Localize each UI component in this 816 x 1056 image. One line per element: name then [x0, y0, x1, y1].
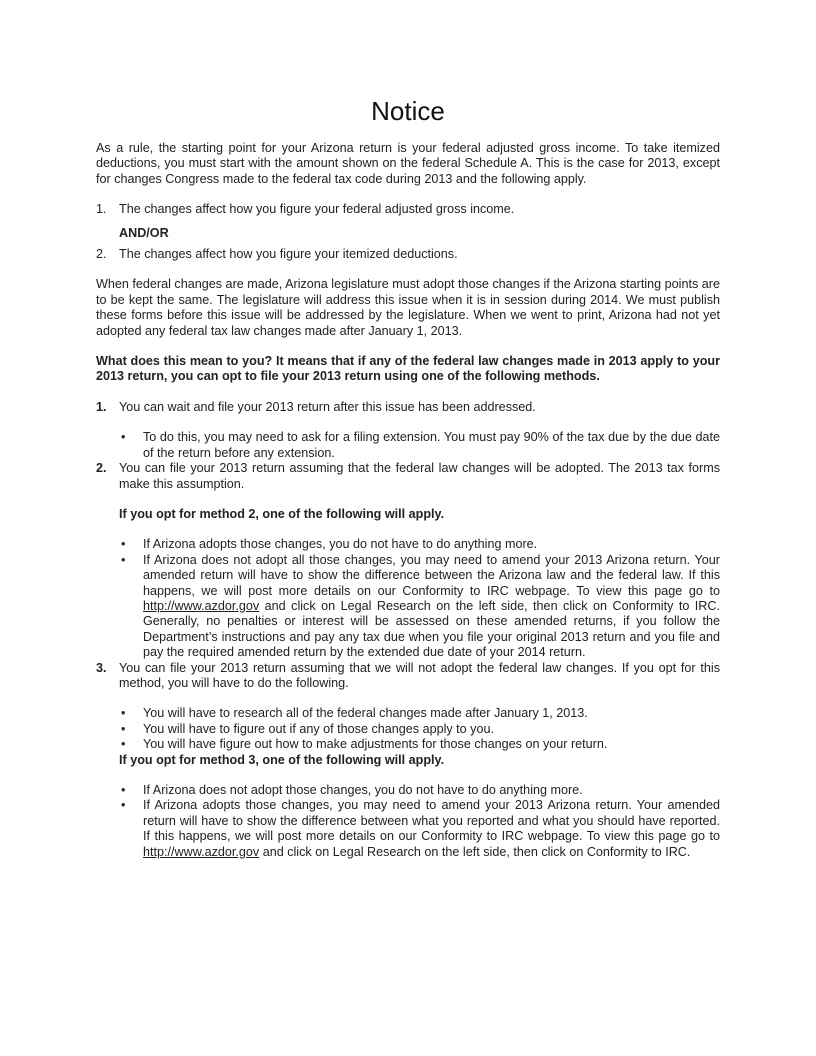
method-1-bullets: [119, 430, 720, 461]
condition-text: The changes affect how you figure your federal adjusted gross income.: [119, 202, 515, 217]
bullet-text-part: If Arizona does not adopt all those changes, you may need to amend your 2013 Arizona return. Your amended return will have to show the difference between the Arizona law and the federal law. If this happens, we will post more details on our Conformity to IRC webpage. To view this page go to: [143, 552, 720, 598]
bullet-text: If Arizona does not adopt those changes, you do not have to do anything more.: [143, 783, 583, 797]
bullet-text: You will have figure out how to make adjustments for those changes on your return.: [143, 737, 608, 752]
method-3-bullets: [119, 706, 720, 752]
method-3-heading: If you opt for method 3, one of the following will apply.: [119, 752, 445, 767]
bullet-icon: •: [121, 537, 126, 552]
list-item: [119, 737, 720, 752]
method-1: [96, 400, 720, 415]
bullet-text: [143, 798, 720, 860]
bullet-text-part: and click on Legal Research on the left side, then click on Conformity to IRC. Generally, no penalties or interest will be assessed on these amended returns, if you follow the Department’s instructions and pay any tax due when you file your original 2013 return and you file and pay the required amended return by the extended due date of your 2014 return.: [143, 598, 720, 660]
list-item: [119, 553, 720, 661]
method-3-outcome-bullets: [119, 783, 720, 860]
notice-page: [96, 0, 720, 860]
bullet-text-part: If Arizona adopts those changes, you may need to amend your 2013 Arizona return. Your amended return will have to show the difference between what you reported and what you should have reported. If this happens, we will post more details on our Conformity to IRC webpage. To view this page go to: [143, 798, 720, 844]
condition-number: 1.: [96, 202, 107, 217]
method-2-heading: If you opt for method 2, one of the following will apply.: [119, 506, 445, 521]
method-2: [96, 461, 720, 492]
bullet-text: To do this, you may need to ask for a filing extension. You must pay 90% of the tax due by the due date of the return before any extension.: [143, 430, 720, 460]
method-number: 3.: [96, 660, 107, 675]
intro-paragraph: As a rule, the starting point for your Arizona return is your federal adjusted gross income. To take itemized deductions, you must start with the amount shown on the federal Schedule A. This is the case for 2013, except for changes Congress made to the federal tax code during 2013 and the following apply.: [96, 141, 720, 186]
andor-label: AND/OR: [119, 225, 169, 240]
list-item: [119, 706, 720, 721]
bullet-text-part: and click on Legal Research on the left side, then click on Conformity to IRC.: [259, 844, 691, 859]
method-text: You can wait and file your 2013 return after this issue has been addressed.: [119, 399, 536, 414]
bullet-icon: •: [121, 706, 126, 721]
bullet-text: [143, 553, 720, 661]
azdor-link[interactable]: http://www.azdor.gov: [143, 844, 260, 859]
bullet-text: You will have to figure out if any of those changes apply to you.: [143, 721, 494, 736]
list-item: [119, 537, 720, 552]
question-paragraph: What does this mean to you? It means that if any of the federal law changes made in 2013 apply to your 2013 return, you can opt to file your 2013 return using one of the following methods.: [96, 354, 720, 384]
azdor-link[interactable]: http://www.azdor.gov: [143, 598, 260, 613]
list-item: [119, 722, 720, 737]
condition-item: [96, 202, 720, 217]
bullet-text: If Arizona adopts those changes, you do not have to do anything more.: [143, 537, 538, 552]
federal-changes-paragraph: When federal changes are made, Arizona legislature must adopt those changes if the Arizona starting points are to be kept the same. The legislature will address this issue when it is in session during 2014. We must publish these forms before this issue will be addressed by the legislature. When we went to print, Arizona had not yet adopted any federal tax law changes made after January 1, 2013.: [96, 277, 720, 338]
method-3: [96, 661, 720, 692]
list-item: [119, 783, 720, 798]
condition-item: [96, 247, 720, 262]
bullet-text: You will have to research all of the federal changes made after January 1, 2013.: [143, 706, 588, 721]
condition-text: The changes affect how you figure your itemized deductions.: [119, 247, 458, 262]
method-number: 1.: [96, 399, 107, 414]
bullet-icon: •: [121, 798, 126, 813]
bullet-icon: •: [121, 552, 126, 567]
bullet-icon: •: [121, 737, 126, 752]
method-text: You can file your 2013 return assuming that the federal law changes will be adopted. The 2013 tax forms make this assumption.: [119, 461, 720, 491]
condition-number: 2.: [96, 247, 107, 262]
method-text: You can file your 2013 return assuming that we will not adopt the federal law changes. If you opt for this method, you will have to do the following.: [119, 660, 720, 690]
list-item: [119, 430, 720, 461]
page-title: Notice: [371, 96, 445, 126]
method-number: 2.: [96, 461, 107, 476]
bullet-icon: •: [121, 430, 126, 445]
list-item: [119, 798, 720, 860]
bullet-icon: •: [121, 721, 126, 736]
method-2-bullets: [119, 537, 720, 660]
bullet-icon: •: [121, 783, 126, 797]
